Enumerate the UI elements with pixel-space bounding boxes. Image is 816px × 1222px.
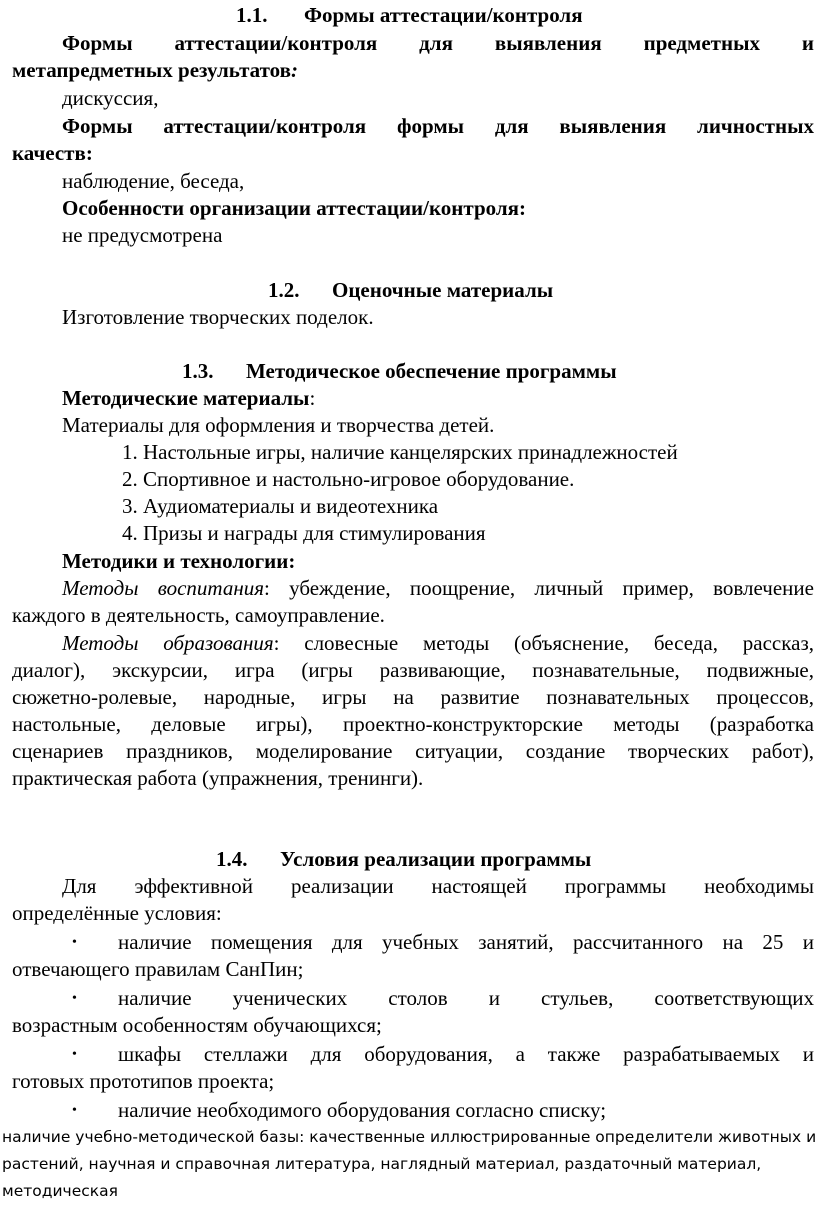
org-label: Особенности организации аттестации/контроля: (62, 196, 527, 220)
methodical-materials-colon: : (309, 386, 316, 410)
section-heading-1-1 (236, 2, 583, 29)
education-line: сценариев праздников, моделирование ситуации, создание творческих работ), (12, 739, 814, 763)
education-label: Методы образования (62, 631, 274, 655)
assessment-text: Изготовление творческих поделок. (62, 305, 374, 329)
forms-subject-label-line1: Формы аттестации/контроля для выявления предметных и (62, 31, 814, 55)
section-number: 1.2. (268, 278, 300, 302)
forms-personal-label-line2: качеств: (12, 141, 93, 165)
bullet-line2: готовых прототипов проекта; (12, 1069, 275, 1093)
list-item: 3. Аудиоматериалы и видеотехника (122, 494, 439, 518)
section-number: 1.4. (216, 847, 248, 871)
bullet-line1: наличие ученических столов и стульев, соответствующих (118, 986, 814, 1010)
section-number: 1.1. (236, 3, 268, 27)
methodical-materials (62, 385, 315, 412)
forms-subject-value: дискуссия, (62, 86, 159, 110)
methodical-materials-label: Методические материалы (62, 386, 310, 410)
section-heading-1-4 (216, 846, 591, 873)
section-title: Условия реализации программы (280, 847, 592, 871)
education-line1 (62, 630, 814, 657)
bullet-icon: • (72, 1103, 77, 1118)
list-item: 2. Спортивное и настольно-игровое оборудование. (122, 467, 575, 491)
bullet-icon: • (72, 935, 77, 950)
base-line: наличие учебно-методической базы: качественные иллюстрированные определители животных и (2, 1128, 816, 1146)
conditions-intro-line1: Для эффективной реализации настоящей программы необходимы (62, 874, 814, 898)
base-line: растений, научная и справочная литература, наглядный материал, раздаточный материал, (2, 1155, 762, 1173)
section-heading-1-3 (182, 358, 617, 385)
forms-subject-label-text: метапредметных результатов (12, 58, 291, 82)
section-title: Методическое обеспечение программы (246, 359, 617, 383)
upbringing-text: : убеждение, поощрение, личный пример, вовлечение (264, 576, 814, 600)
forms-personal-label-line1: Формы аттестации/контроля формы для выявления личностных (62, 114, 814, 138)
forms-subject-label-line2 (12, 57, 298, 84)
section-title: Формы аттестации/контроля (304, 3, 583, 27)
bullet-line1: наличие необходимого оборудования согласно списку; (118, 1098, 607, 1122)
tech-label: Методики и технологии: (62, 549, 296, 573)
education-text: : словесные методы (объяснение, беседа, рассказ, (273, 631, 814, 655)
bullet-line1: шкафы стеллажи для оборудования, а также разрабатываемых и (118, 1042, 814, 1066)
materials-intro: Материалы для оформления и творчества детей. (62, 413, 495, 437)
section-heading-1-2 (268, 277, 553, 304)
education-line: диалог), экскурсии, игра (игры развивающие, познавательные, подвижные, (12, 658, 814, 682)
base-line: методическая (2, 1182, 118, 1200)
bullet-line2: отвечающего правилам СанПин; (12, 957, 304, 981)
bullet-icon: • (72, 991, 77, 1006)
upbringing-line1 (62, 575, 814, 602)
education-line: настольные, деловые игры), проектно-конструкторские методы (разработка (12, 712, 814, 736)
list-item: 1. Настольные игры, наличие канцелярских принадлежностей (122, 440, 678, 464)
bullet-icon: • (72, 1047, 77, 1062)
education-line: сюжетно-ролевые, народные, игры на развитие познавательных процессов, (12, 685, 814, 709)
upbringing-label: Методы воспитания (62, 576, 264, 600)
section-number: 1.3. (182, 359, 214, 383)
upbringing-line2: каждого в деятельность, самоуправление. (12, 603, 385, 627)
org-value: не предусмотрена (62, 223, 223, 247)
conditions-intro-line2: определённые условия: (12, 901, 222, 925)
bullet-line2: возрастным особенностям обучающихся; (12, 1013, 382, 1037)
section-title: Оценочные материалы (332, 278, 554, 302)
forms-subject-colon: : (291, 58, 298, 82)
bullet-line1: наличие помещения для учебных занятий, рассчитанного на 25 и (118, 930, 814, 954)
forms-personal-value: наблюдение, беседа, (62, 169, 245, 193)
list-item: 4. Призы и награды для стимулирования (122, 521, 486, 545)
education-line: практическая работа (упражнения, тренинги). (12, 766, 424, 790)
